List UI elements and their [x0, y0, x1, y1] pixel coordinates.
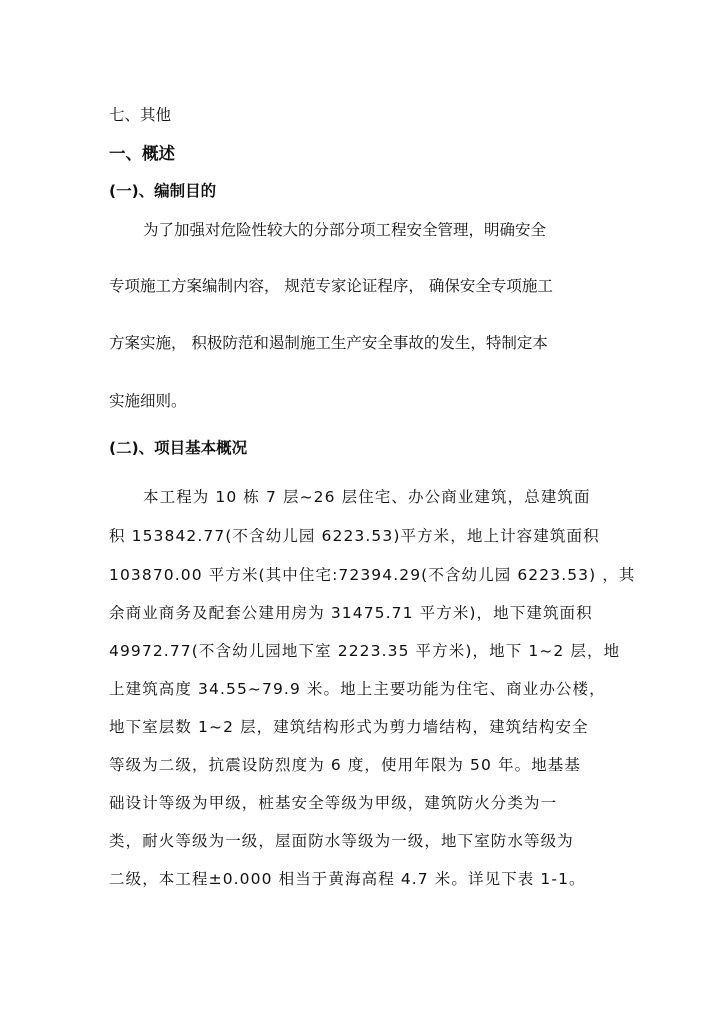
subheading-purpose: (一)、编制目的 [109, 182, 217, 200]
paragraph-line: 为了加强对危险性较大的分部分项工程安全管理，明确安全 [143, 221, 547, 239]
section-seven-heading: 七、其他 [109, 106, 172, 124]
paragraph-line: 二级，本工程±0.000 相当于黄海高程 4.7 米。详见下表 1-1。 [109, 870, 586, 888]
heading-overview: 一、概述 [109, 144, 175, 163]
paragraph-line: 本工程为 10 栋 7 层~26 层住宅、办公商业建筑，总建筑面 [143, 488, 591, 506]
paragraph-line: 49972.77(不含幼儿园地下室 2223.35 平方米)，地下 1~2 层，地 [109, 642, 621, 660]
paragraph-line: 余商业商务及配套公建用房为 31475.71 平方米)，地下建筑面积 [109, 604, 593, 622]
paragraph-line: 实施细则。 [109, 392, 187, 410]
paragraph-line: 103870.00 平方米(其中住宅:72394.29(不含幼儿园 6223.53) ，其 [109, 566, 636, 584]
paragraph-line: 上建筑高度 34.55~79.9 米。地上主要功能为住宅、商业办公楼， [109, 680, 606, 698]
subheading-project-overview: (二)、项目基本概况 [109, 439, 248, 457]
paragraph-line: 积 153842.77(不含幼儿园 6223.53)平方米，地上计容建筑面积 [109, 527, 600, 545]
paragraph-line: 专项施工方案编制内容， 规范专家论证程序， 确保安全专项施工 [109, 277, 553, 295]
paragraph-line: 地下室层数 1~2 层，建筑结构形式为剪力墙结构，建筑结构安全 [109, 718, 589, 736]
paragraph-line: 等级为二级，抗震设防烈度为 6 度，使用年限为 50 年。地基基 [109, 756, 581, 774]
paragraph-line: 方案实施， 积极防范和遏制施工生产安全事故的发生，特制定本 [109, 334, 548, 352]
paragraph-line: 类，耐火等级为一级，屋面防水等级为一级，地下室防水等级为 [109, 832, 574, 850]
paragraph-line: 础设计等级为甲级，桩基安全等级为甲级，建筑防火分类为一 [109, 794, 558, 812]
